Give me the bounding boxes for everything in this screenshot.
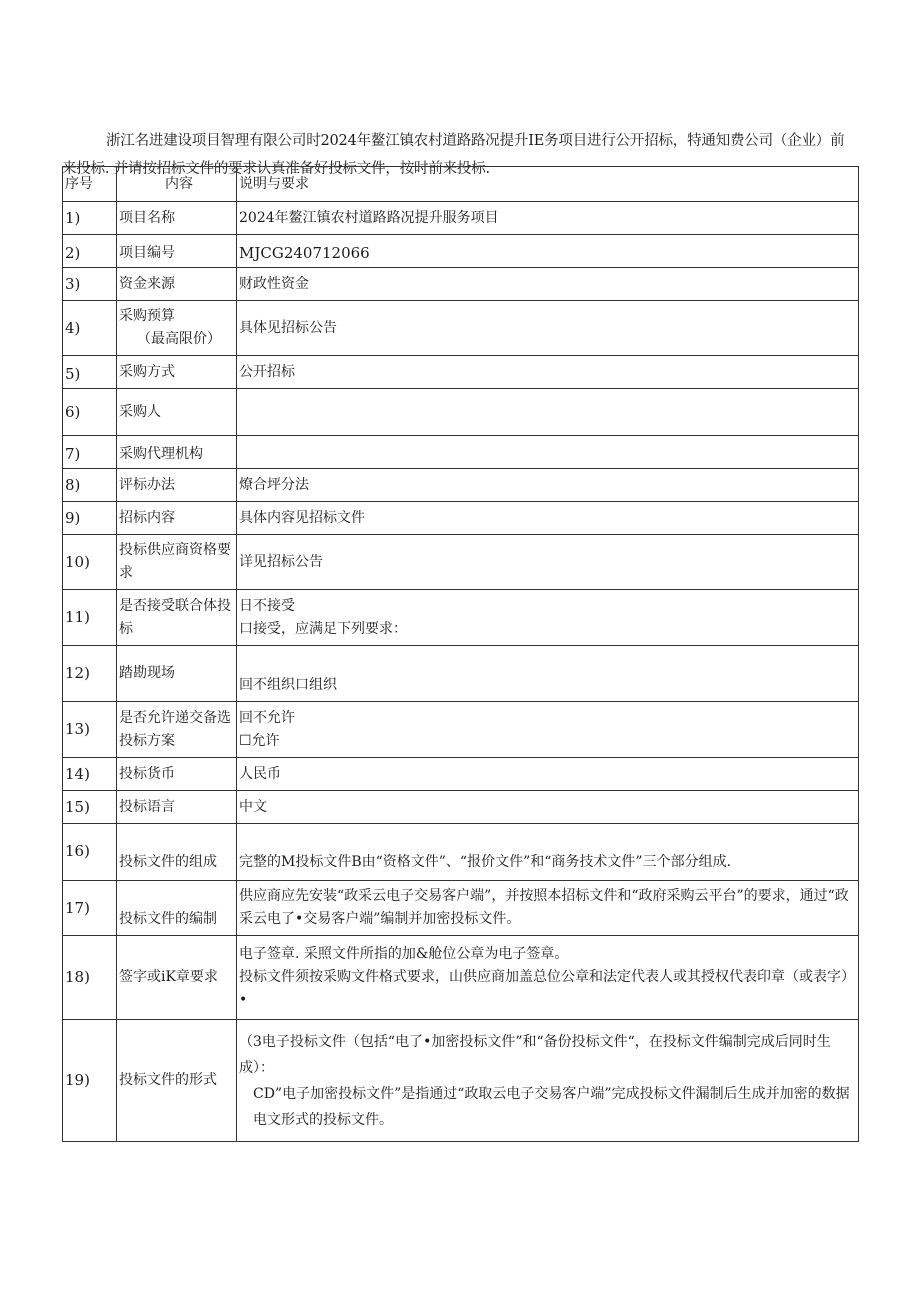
table-row: [63, 268, 859, 301]
row-item: 项目名称: [117, 202, 237, 235]
row-requirement: [237, 590, 859, 646]
table-row: [63, 356, 859, 389]
row-requirement: 完整的M投标文件B由“资格文件”、“报价文件”和“商务技术文件”三个部分组成.: [237, 824, 859, 881]
requirement-line: ☐允许: [239, 732, 280, 749]
table-row: [63, 936, 859, 1020]
table-row: [63, 469, 859, 502]
row-num: 6): [63, 389, 117, 436]
row-item: 采购代理机构: [117, 436, 237, 469]
row-requirement: [237, 436, 859, 469]
header-requirements: 说明与要求: [237, 167, 859, 202]
row-item: 资金来源: [117, 268, 237, 301]
row-item: 是否接受联合体投标: [117, 590, 237, 646]
table-row: [63, 301, 859, 356]
requirement-line: 口接受，应满足下列要求：: [239, 620, 407, 637]
row-num: 14): [63, 758, 117, 791]
header-num: 序号: [63, 167, 117, 202]
row-item: 签字或iK章要求: [117, 936, 237, 1020]
table-row: [63, 1020, 859, 1142]
row-num: 16): [63, 824, 117, 881]
row-item: 踏勘现场: [117, 646, 237, 702]
row-num: 17): [63, 881, 117, 936]
table-row: [63, 502, 859, 535]
row-item: 投标供应商资格要求: [117, 535, 237, 590]
row-num: 18): [63, 936, 117, 1020]
intro-paragraph: 浙江名进建设项目智理有限公司时2024年鳌江镇农村道路路况提升IE务项目进行公开招标，特通知费公司（企业）前来投标. 并请按招标文件的要求认真准备好投标文件，按时前来投标.: [62, 132, 845, 177]
row-item: 是否允许递交备选投标方案: [117, 702, 237, 758]
row-num: 4): [63, 301, 117, 356]
table-row: [63, 824, 859, 881]
row-requirement: [237, 936, 859, 1020]
bid-requirements-table: [62, 166, 859, 1142]
row-num: 8): [63, 469, 117, 502]
row-item: 投标货币: [117, 758, 237, 791]
row-item: 投标文件的编制: [117, 881, 237, 936]
table-row: [63, 881, 859, 936]
row-num: 15): [63, 791, 117, 824]
table-row: [63, 202, 859, 235]
row-num: 1): [63, 202, 117, 235]
table-row: [63, 235, 859, 268]
row-requirement: 中文: [237, 791, 859, 824]
requirement-line: 电子签章. 采照文件所指的加&舱位公章为电子签章。: [239, 946, 569, 962]
row-item: 投标文件的组成: [117, 824, 237, 881]
row-requirement: 公开招标: [237, 356, 859, 389]
row-item: 招标内容: [117, 502, 237, 535]
row-requirement: 燎合坪分法: [237, 469, 859, 502]
row-item: 项目编号: [117, 235, 237, 268]
table-header-row: [63, 167, 859, 202]
row-item-line: （最高限价）: [137, 331, 221, 347]
requirement-line: 日不接受: [239, 597, 295, 614]
row-requirement: 供应商应先安装“政采云电子交易客户端”，并按照本招标文件和“政府采购云平台”的要求，通过“政采云电了•交易客户端”编制并加密投标文件。: [237, 881, 859, 936]
row-num: 5): [63, 356, 117, 389]
row-item: [117, 301, 237, 356]
table-row: [63, 758, 859, 791]
row-requirement: 财政性资金: [237, 268, 859, 301]
table-row: [63, 646, 859, 702]
row-num: 10): [63, 535, 117, 590]
requirement-line: 回不允许: [239, 709, 295, 726]
row-requirement: [237, 1020, 859, 1142]
row-requirement: [237, 702, 859, 758]
table-row: [63, 389, 859, 436]
row-requirement: MJCG240712066: [237, 235, 859, 268]
table-row: [63, 535, 859, 590]
row-requirement: 2024年鳌江镇农村道路路况提升服务项目: [237, 202, 859, 235]
row-requirement: 详见招标公告: [237, 535, 859, 590]
table-row: [63, 590, 859, 646]
header-item: 内容: [117, 167, 237, 202]
row-num: 13): [63, 702, 117, 758]
row-item: 采购人: [117, 389, 237, 436]
table-row: [63, 702, 859, 758]
row-num: 3): [63, 268, 117, 301]
row-requirement: 具体见招标公告: [237, 301, 859, 356]
row-num: 7): [63, 436, 117, 469]
table-row: [63, 791, 859, 824]
row-num: 12): [63, 646, 117, 702]
requirement-line: CD”电子加密投标文件”是指通过“政取云电子交易客户端”完成投标文件漏制后生成并加密的数据电文形式的投标文件。: [253, 1085, 850, 1128]
row-num: 11): [63, 590, 117, 646]
requirement-line: 投标文件须按采购文件格式要求，山供应商加盖总位公章和法定代表人或其授权代表印章（或表字）•: [239, 969, 855, 1008]
row-item: 投标语言: [117, 791, 237, 824]
table-row: [63, 436, 859, 469]
row-requirement: [237, 389, 859, 436]
row-item: 评标办法: [117, 469, 237, 502]
row-item: 投标文件的形式: [117, 1020, 237, 1142]
row-requirement: 人民币: [237, 758, 859, 791]
row-requirement: 回不组织口组织: [237, 646, 859, 702]
requirement-line: （3电子投标文件（包括“电了•加密投标文件”和“备份投标文件“，在投标文件编制完成后同时生成）：: [239, 1033, 831, 1076]
row-num: 9): [63, 502, 117, 535]
row-item: 采购方式: [117, 356, 237, 389]
row-item-line: 采购预算: [119, 308, 175, 324]
row-num: 2): [63, 235, 117, 268]
row-num: 19): [63, 1020, 117, 1142]
row-requirement: 具体内容见招标文件: [237, 502, 859, 535]
